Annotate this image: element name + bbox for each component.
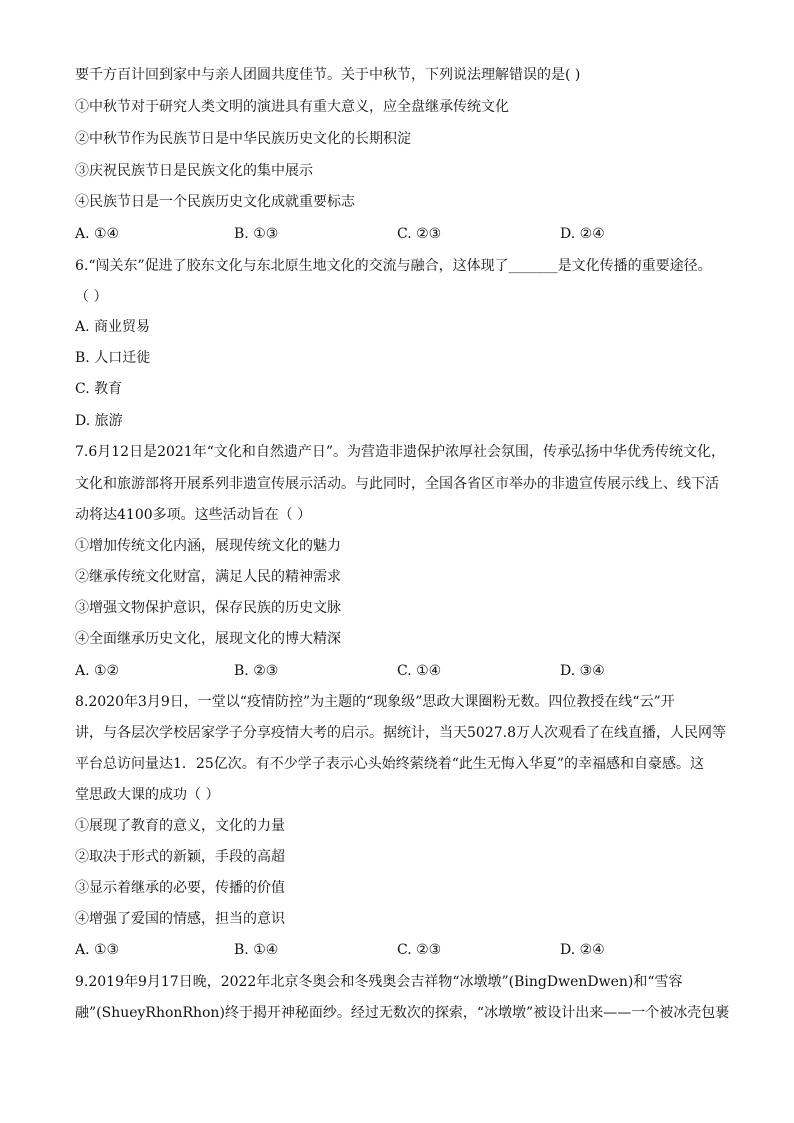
q8-stem-line-1: 8.2020年3月9日，一堂以“疫情防控”为主题的“现象级”思政大课圈粉无数。四位教授在线“云”开 [75, 694, 675, 710]
q8-item-1: ①展现了教育的意义，文化的力量 [75, 818, 285, 834]
q7-option-b: B. ②③ [234, 663, 279, 679]
q7-item-3: ③增强文物保护意识，保存民族的历史文脉 [75, 600, 341, 616]
q5-option-b: B. ①③ [234, 226, 279, 242]
q7-stem-line-1: 7.6月12日是2021年“文化和自然遗产日”。为营造非遗保护浓厚社会氛围，传承弘扬中华优秀传统文化， [75, 444, 726, 460]
q7-option-a: A. ①② [75, 663, 120, 679]
q5-option-d: D. ②④ [560, 226, 605, 242]
q7-item-1: ①增加传统文化内涵，展现传统文化的魅力 [75, 538, 341, 554]
q9-stem-line-1: 9.2019年9月17日晚，2022年北京冬奥会和冬残奥会吉祥物“冰墩墩”(BingDwenDwen)和“雪容 [75, 974, 683, 990]
q6-option-b: B. 人口迁徙 [75, 350, 151, 366]
q5-item-2: ②中秋节作为民族节日是中华民族历史文化的长期积淀 [75, 131, 411, 147]
q7-stem-line-2: 文化和旅游部将开展系列非遗宣传展示活动。与此同时，全国各省区市举办的非遗宣传展示线上、线下活 [75, 476, 719, 492]
q6-option-c: C. 教育 [75, 381, 123, 397]
q6-stem-line-2: （ ） [75, 289, 108, 305]
q7-item-4: ④全面继承历史文化，展现文化的博大精深 [75, 631, 341, 647]
q8-option-c: C. ②③ [397, 942, 442, 958]
q8-stem-line-2: 讲，与各层次学校居家学子分享疫情大考的启示。据统计，当天5027.8万人次观看了在线直播，人民网等 [75, 725, 726, 741]
q5-item-1: ①中秋节对于研究人类文明的演进具有重大意义，应全盘继承传统文化 [75, 99, 509, 115]
q8-option-d: D. ②④ [560, 942, 605, 958]
q7-option-c: C. ①④ [397, 663, 442, 679]
q5-item-3: ③庆祝民族节日是民族文化的集中展示 [75, 163, 313, 179]
q7-option-d: D. ③④ [560, 663, 605, 679]
q5-option-c: C. ②③ [397, 226, 442, 242]
q5-option-a: A. ①④ [75, 226, 120, 242]
q9-stem-line-2: 融”(ShueyRhonRhon)终于揭开神秘面纱。经过无数次的探索，“冰墩墩”被设计出来——一个被冰壳包裹 [75, 1005, 730, 1021]
q7-stem-line-3: 动将达4100多项。这些活动旨在（ ） [75, 507, 312, 523]
q8-option-b: B. ①④ [234, 942, 279, 958]
q6-option-a: A. 商业贸易 [75, 319, 151, 335]
q5-item-4: ④民族节日是一个民族历史文化成就重要标志 [75, 194, 355, 210]
q8-option-a: A. ①③ [75, 942, 120, 958]
q7-item-2: ②继承传统文化财富，满足人民的精神需求 [75, 569, 341, 585]
q8-stem-line-4: 堂思政大课的成功（ ） [75, 787, 220, 803]
q8-stem-line-3: 平台总访问量达1．25亿次。有不少学子表示心头始终萦绕着“此生无悔入华夏”的幸福感和自豪感。这 [75, 756, 705, 772]
q6-option-d: D. 旅游 [75, 413, 123, 429]
q8-item-4: ④增强了爱国的情感，担当的意识 [75, 911, 285, 927]
q5-stem: 要千方百计回到家中与亲人团圆共度佳节。关于中秋节，下列说法理解错误的是( ) [75, 67, 581, 83]
q8-item-2: ②取决于形式的新颖，手段的高超 [75, 849, 285, 865]
q6-stem-line-1: 6.“闯关东”促进了胶东文化与东北原生地文化的交流与融合，这体现了_______是文化传播的重要途径。 [75, 258, 712, 274]
q8-item-3: ③显示着继承的必要，传播的价值 [75, 880, 285, 896]
